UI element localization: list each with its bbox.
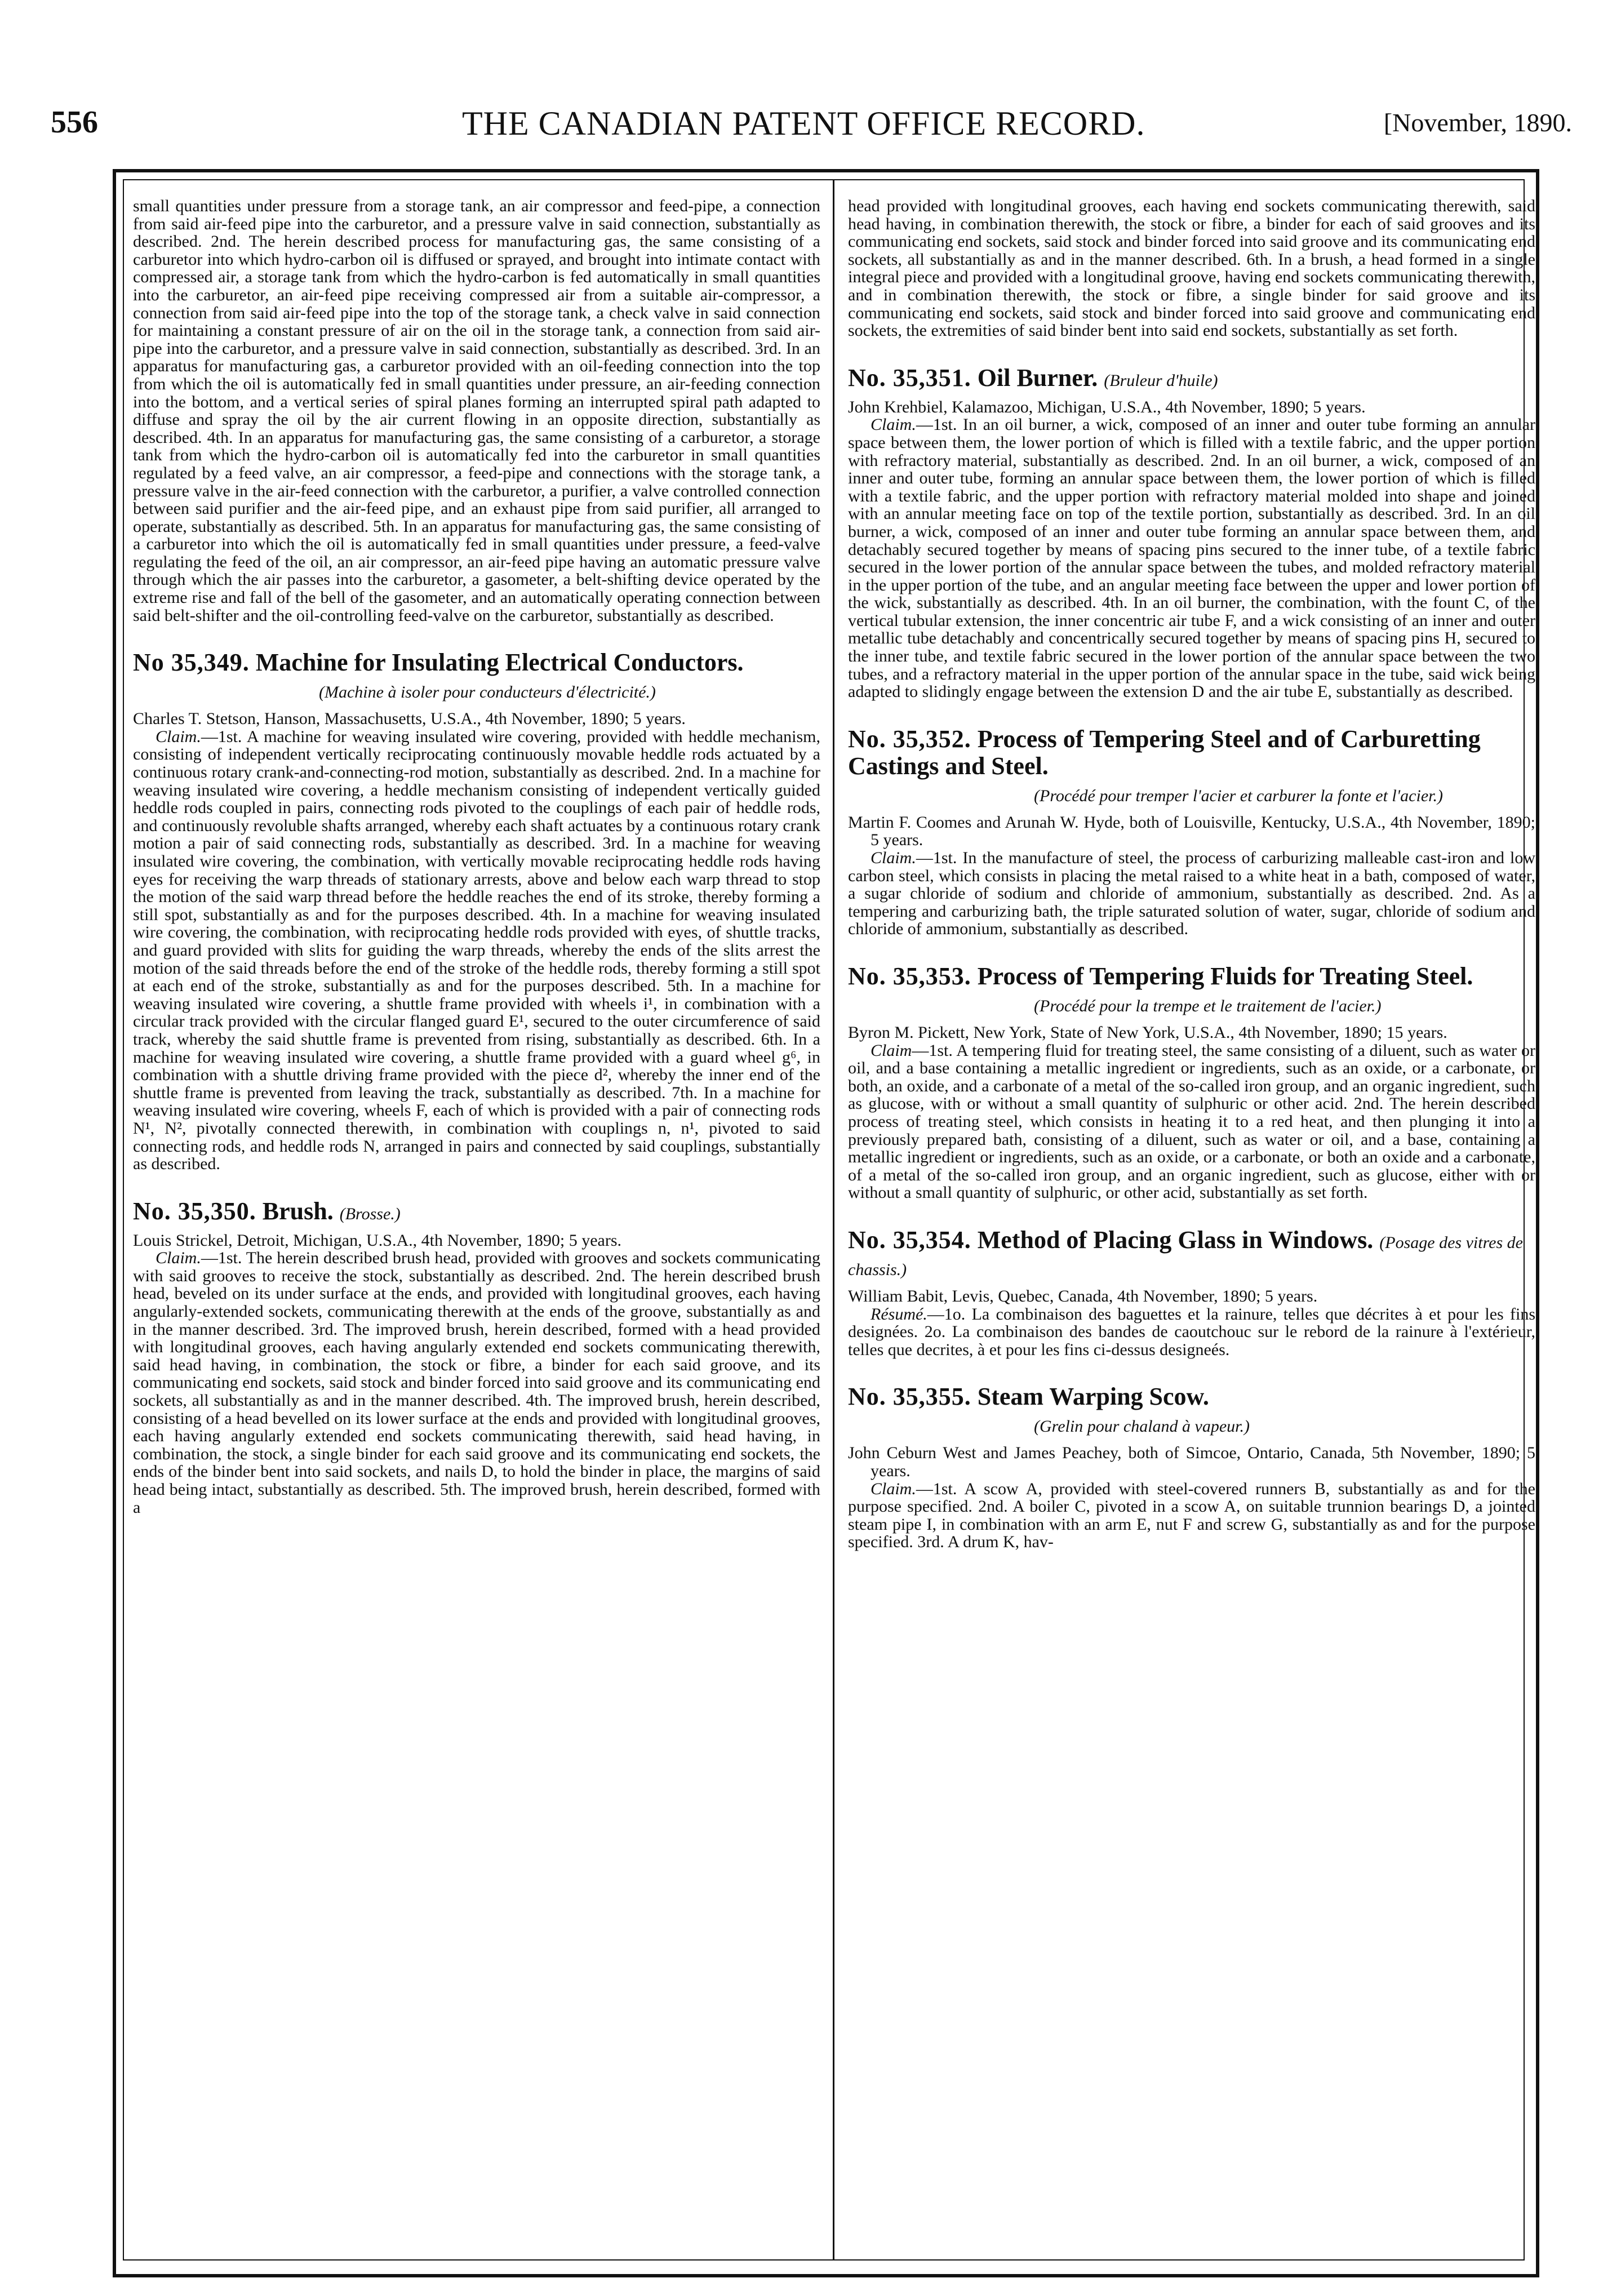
patent-title: Process of Tempering Steel and of Carburetting Castings and Steel. (848, 725, 1481, 780)
patent-claims (848, 416, 1535, 701)
column-divider (833, 180, 834, 2259)
claim-text: —1st. A tempering fluid for treating steel, the same consisting of a diluent, such as water or oil, and a base containing a metallic ingredient or ingredients, such as an oxide, or a carbonate, or both, an oxide, and a carbonate of a metal of the so-called iron group, and an organic ingredient, such as glucose, with or without a small quantity of sulphuric or other acid. 2nd. The herein described process of treating steel, which consists in heating it to a red heat, and then plunging it into a previously prepared bath, consisting of a diluent, such as water or oil, and a base, containing a metallic ingredient or ingredients, such as an oxide, or a carbonate, or both an oxide and a carbonate, of a metal of the so-called iron group, and an organic ingredient, such as glucose, either with or without a small quantity of sulphuric, or other acid, substantially as set forth. (848, 1041, 1535, 1202)
patent-heading-35351 (848, 365, 1535, 392)
patent-title: Process of Tempering Fluids for Treating Steel. (977, 962, 1473, 990)
patent-french-title: (Procédé pour tremper l'acier et carburer la fonte et l'acier.) (1034, 786, 1443, 805)
patent-heading-35352 (848, 726, 1535, 780)
patent-french-title: (Grelin pour chaland à vapeur.) (1034, 1417, 1250, 1436)
patent-owner: Louis Strickel, Detroit, Michigan, U.S.A., 4th November, 1890; 5 years. (133, 1231, 621, 1250)
claim-label: Claim. (156, 1249, 201, 1268)
claim-text: —1st. A scow A, provided with steel-covered runners B, substantially as and for the purpose specified. 2nd. A boiler C, pivoted in a scow A, on suitable trunnion bearings D, a jointed steam pipe I, in combination with an arm E, nut F and screw G, substantially as and for the purpose specified. 3rd. A drum K, hav- (848, 1479, 1535, 1552)
patent-number: No. 35,354. (848, 1225, 971, 1254)
issue-date: [November, 1890. (1383, 108, 1572, 137)
claim-label: Résumé. (871, 1304, 927, 1324)
patent-owner: Martin F. Coomes and Arunah W. Hyde, both of Louisville, Kentucky, U.S.A., 4th November, 1890; 5 years. (848, 812, 1535, 850)
patent-owner: William Babit, Levis, Quebec, Canada, 4th November, 1890; 5 years. (848, 1286, 1318, 1305)
patent-claims (133, 728, 820, 1173)
claim-label: Claim. (156, 727, 201, 746)
patent-heading-35350 (133, 1198, 820, 1225)
patent-owner: John Krehbiel, Kalamazoo, Michigan, U.S.A., 4th November, 1890; 5 years. (848, 397, 1366, 416)
patent-number: No. 35,353. (848, 962, 971, 990)
page-header (51, 104, 1572, 144)
patent-french-title: (Procédé pour la trempe et le traitement de l'acier.) (1034, 997, 1382, 1015)
claim-label: Claim. (871, 415, 916, 434)
patent-claims (848, 1042, 1535, 1202)
patent-french-title: (Bruleur d'huile) (1104, 371, 1218, 390)
patent-number: No. 35,351. (848, 363, 971, 392)
patent-french-title: (Posage des vitres de chassis.) (848, 1233, 1523, 1279)
patent-french-title: (Brosse.) (339, 1204, 401, 1223)
claim-label: Claim. (871, 849, 916, 868)
patent-number: No. 35,350. (133, 1197, 256, 1225)
continued-claims: head provided with longitudinal grooves, each having end sockets communicating therewith, said head having, in combination therewith, the stock or fibre, a binder for each of said grooves and its communicating end sockets, said stock and binder forced into said groove and its communicating end sockets, all substantially as and in the manner described. 6th. In a brush, a head formed in a single integral piece and provided with a longitudinal groove, having end sockets communicating therewith, and in combination therewith, the stock or fibre, a single binder for said groove and its communicating end sockets, said stock and binder forced into said groove and communicating end sockets, the extremities of said binder bent into said end sockets, substantially as set forth. (848, 197, 1535, 340)
page-number: 556 (51, 105, 98, 140)
patent-claims (848, 849, 1535, 938)
patent-title: Oil Burner. (977, 363, 1098, 392)
patent-claims (133, 1249, 820, 1516)
claim-text: —1st. In an oil burner, a wick, composed of an inner and outer tube forming an annular space between them, the lower portion of which is filled with a textile fabric, and the upper portion with refractory material, substantially as described. 2nd. In an oil burner, a wick, composed of an inner and outer tube, forming an annular space between them, the lower portion of which is filled with a textile fabric, and the upper portion with refractory material molded into shape and joined with an annular meeting face on top of the textile portion, substantially as described. 3rd. In an oil burner, a wick, composed of an inner and outer tube forming an annular space between them, and detachably secured together by means of spacing pins secured to the inner tube, of a textile fabric secured in the lower portion of the annular space between the tubes, and molded refractory material in the upper portion of the tube, and an angular meeting face between the upper and lower portion of the wick, substantially as described. 4th. In an oil burner, the combination, with the fount C, of the vertical tubular extension, the inner concentric air tube F, and a wick consisting of an inner and outer metallic tube detachably and concentrically secured together by means of spacing pins H, secured to the inner tube, and textile fabric secured in the lower portion of the annular space between the two tubes, and a refractory material in the upper portion of the annular space in the tube, said wick being adapted to slidingly engage between the extension D and the air tube E, substantially as described. (848, 415, 1535, 701)
claim-text: —1st. A machine for weaving insulated wire covering, provided with heddle mechanism, consisting of independent vertically reciprocating continuously movable heddle rods actuated by a continuous rotary crank-and-connecting-rod motion, substantially as described. 2nd. In a machine for weaving insulated wire covering, a heddle mechanism consisting of independent vertically guided heddle rods coupled in pairs, connecting rods pivoted to the couplings of each pair of heddle rods, and continuously revoluble shafts arranged, whereby each shaft actuates by a continuous rotary crank motion a pair of said connecting rods, substantially as described. 3rd. In a machine for weaving insulated wire covering, the combination, with vertically movable reciprocating heddle rods having eyes for receiving the warp threads of stationary arrests, above and below each warp thread to stop the motion of the said warp thread before the heddle reaches the end of its stroke, thereby forming a still spot, substantially as and for the purposes described. 4th. In a machine for weaving insulated wire covering, the combination, with reciprocating heddle rods provided with eyes, of shuttle tracks, and guard provided with slits for guiding the warp threads, whereby the ends of the slits arrest the motion of the said threads before the end of the stroke of the heddle rods, thereby forming a still spot at each end of the stroke, substantially as and for the purposes described. 5th. In a machine for weaving insulated wire covering, a shuttle frame provided with wheels i¹, in combination with a circular track provided with the circular flanged guard E¹, secured to the outer circumference of said track, whereby the said shuttle frame is prevented from rising, substantially as described. 6th. In a machine for weaving insulated wire covering, a shuttle frame provided with a guard wheel g⁶, in combination with a shuttle driving frame provided with the piece d², whereby the inner end of the shuttle frame is prevented from leaving the track, substantially as described. 7th. In a machine for weaving insulated wire covering, wheels F, each of which is provided with a pair of connecting rods N¹, N², pivotally connected therewith, in combination with couplings n, n¹, pivoted to said connecting rods, and heddle rods N, arranged in pairs and connected by said couplings, substantially as described. (133, 727, 820, 1174)
patent-heading-35349 (133, 649, 820, 676)
claim-text: —1st. The herein described brush head, provided with grooves and sockets communicating with said grooves to receive the stock, substantially as described. 2nd. The herein described brush head, beveled on its under surface at the ends, and provided with longitudinal grooves, each having angularly-extended sockets, communicating therewith at the ends of the groove, substantially as and in the manner described. 3rd. The improved brush, herein described, formed with a head provided with longitudinal grooves, each having angularly extended end sockets communicating therewith, said head having, in combination, the stock or fibre, a binder for each said groove, and its communicating end sockets, said stock and binder forced into said groove and its communicating end sockets, all substantially as and in the manner described. 4th. The improved brush, herein described, consisting of a head bevelled on its lower surface at the ends and provided with longitudinal grooves, each having angularly extended end sockets communicating therewith, said head having, in combination, the stock, a single binder for each said groove and its communicating end sockets, the ends of the binder bent into said sockets, and nails D, to hold the binder in place, the margins of said head being intact, substantially as described. 5th. The improved brush, herein described, formed with a (133, 1249, 820, 1517)
patent-owner: John Ceburn West and James Peachey, both of Simcoe, Ontario, Canada, 5th November, 1890; 5 years. (848, 1444, 1535, 1480)
journal-title: THE CANADIAN PATENT OFFICE RECORD. (462, 105, 1145, 142)
left-column (133, 197, 820, 2240)
patent-number: No. 35,355. (848, 1383, 971, 1411)
patent-title: Steam Warping Scow. (977, 1383, 1209, 1411)
patent-title: Method of Placing Glass in Windows. (977, 1225, 1374, 1254)
patent-claims (848, 1480, 1535, 1551)
claim-label: Claim (871, 1041, 912, 1060)
right-column (848, 197, 1535, 2240)
patent-owner: Charles T. Stetson, Hanson, Massachusetts, U.S.A., 4th November, 1890; 5 years. (133, 709, 686, 729)
patent-title: Machine for Insulating Electrical Conductors. (255, 649, 744, 677)
claim-text: —1o. La combinaison des baguettes et la rainure, telles que décrites à et pour les fins designées. 2o. La combinaison des bandes de caoutchouc sur le rebord de la rainure à l'extérieur, telles que decrites, à et pour les fins ci-dessus designeés. (848, 1304, 1535, 1359)
patent-heading-35355 (848, 1383, 1535, 1410)
patent-owner: Byron M. Pickett, New York, State of New York, U.S.A., 4th November, 1890; 15 years. (848, 1023, 1447, 1042)
patent-heading-35353 (848, 963, 1535, 990)
continued-claims: small quantities under pressure from a storage tank, an air compressor and feed-pipe, a connection from said air-feed pipe into the carburetor, and a pressure valve in said connection, substantially as described. 2nd. The herein described process for manufacturing gas, the same consisting of a carburetor into which hydro-carbon oil is diffused or sprayed, and brought into intimate contact with compressed air, a storage tank from which the hydro-carbon is fed automatically in small quantities into the carburetor, an air-feed pipe receiving compressed air from a suitable air-compressor, a connection from said air-feed pipe into the top of the storage tank, a check valve in said connection for maintaining a constant pressure of air on the oil in the storage tank, a connection from said air-pipe into the carburetor, and a pressure valve in said connection, substantially as described. 3rd. In an apparatus for manufacturing gas, a carburetor provided with an oil-feeding connection into the top from which the oil is automatically fed in small quantities under pressure, an air-feeding connection into the bottom, and a vertical series of spiral planes forming an interrupted spiral path adapted to diffuse and spray the oil by the air current flowing in an opposite direction, substantially as described. 4th. In an apparatus for manufacturing gas, the same consisting of a carburetor, a storage tank from which the hydro-carbon oil is automatically fed into the carburetor in small quantities regulated by a feed valve, an air compressor, a feed-pipe and connections with the storage tank, a pressure valve in the air-feed connection with the carburetor, a purifier, a valve controlled connection between said purifier and the air-feed pipe, and an exhaust pipe from said purifier, all arranged to operate, substantially as described. 5th. In an apparatus for manufacturing gas, the same consisting of a carburetor into which the oil is automatically fed in small quantities under pressure, a feed-valve regulating the feed of the oil, an air compressor, an air-feed pipe having an automatic pressure valve through which the air passes into the carburetor, a gasometer, a belt-shifting device operated by the extreme rise and fall of the bell of the gasometer, and an automatically operating connection between said belt-shifter and the oil-controlling feed-valve on the carburetor, substantially as described. (133, 197, 820, 625)
patent-number: No 35,349. (133, 649, 250, 677)
claim-label: Claim. (871, 1479, 916, 1498)
patent-number: No. 35,352. (848, 725, 971, 753)
patent-title: Brush. (262, 1197, 334, 1225)
patent-heading-35354 (848, 1227, 1535, 1281)
patent-claims (848, 1305, 1535, 1359)
patent-french-title: (Machine à isoler pour conducteurs d'électricité.) (319, 683, 656, 702)
claim-text: —1st. In the manufacture of steel, the process of carburizing malleable cast-iron and low carbon steel, which consists in placing the metal raised to a white heat in a bath, composed of water, a sugar chloride of sodium and chloride of ammonium, substantially as described. 2nd. As a tempering and carburizing bath, the triple saturated solution of water, sugar, chloride of sodium and chloride of ammonium, substantially as described. (848, 849, 1535, 939)
